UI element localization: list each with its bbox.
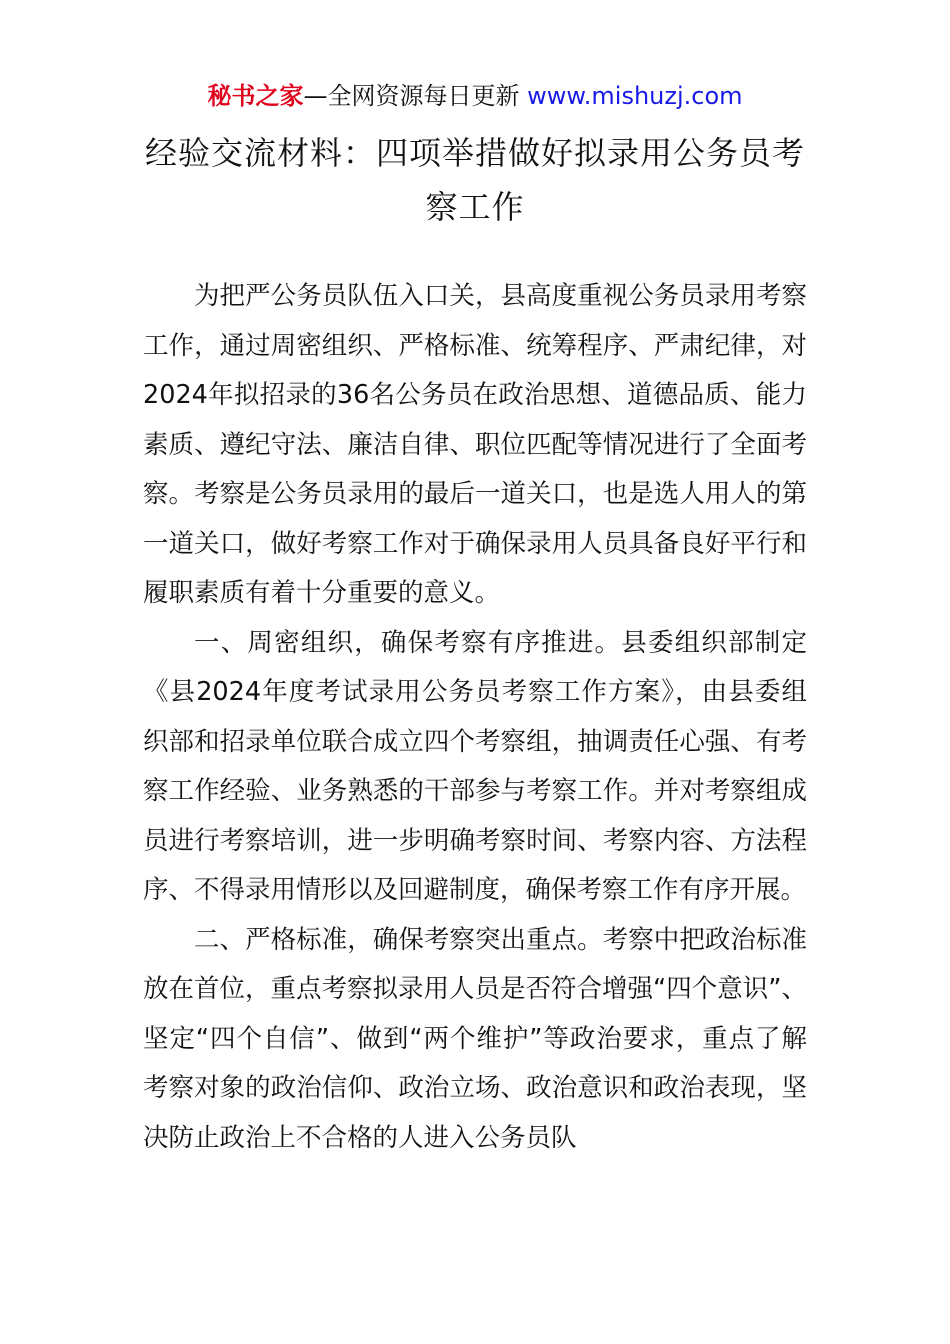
paragraph-section-2: 二、严格标准，确保考察突出重点。考察中把政治标准放在首位，重点考察拟录用人员是否符合增强“四个意识”、坚定“四个自信”、做到“两个维护”等政治要求，重点了解考察对象的政治信仰、政治立场、政治意识和政治表现，坚决防止政治上不合格的人进入公务员队 — [143, 924, 807, 1153]
site-header — [0, 80, 950, 112]
document-title: 经验交流材料：四项举措做好拟录用公务员考察工作 — [144, 134, 805, 226]
paragraph-intro: 为把严公务员队伍入口关，县高度重视公务员录用考察工作，通过周密组织、严格标准、统筹程序、严肃纪律，对2024年拟招录的36名公务员在政治思想、道德品质、能力素质、遵纪守法、廉洁自律、职位匹配等情况进行了全面考察。考察是公务员录用的最后一道关口，也是选人用人的第一道关口，做好考察工作对于确保录用人员具备良好平行和履职素质有着十分重要的意义。 — [143, 281, 807, 608]
document-body — [143, 272, 807, 1163]
site-tagline: —全网资源每日更新 — [303, 82, 528, 110]
site-url-link[interactable]: www.mishuzj.com — [527, 82, 743, 110]
site-brand: 秘书之家 — [207, 82, 304, 110]
paragraph-section-1: 一、周密组织，确保考察有序推进。县委组织部制定《县2024年度考试录用公务员考察工作方案》，由县委组织部和招录单位联合成立四个考察组，抽调责任心强、有考察工作经验、业务熟悉的干部参与考察工作。并对考察组成员进行考察培训，进一步明确考察时间、考察内容、方法程序、不得录用情形以及回避制度，确保考察工作有序开展。 — [143, 627, 807, 905]
